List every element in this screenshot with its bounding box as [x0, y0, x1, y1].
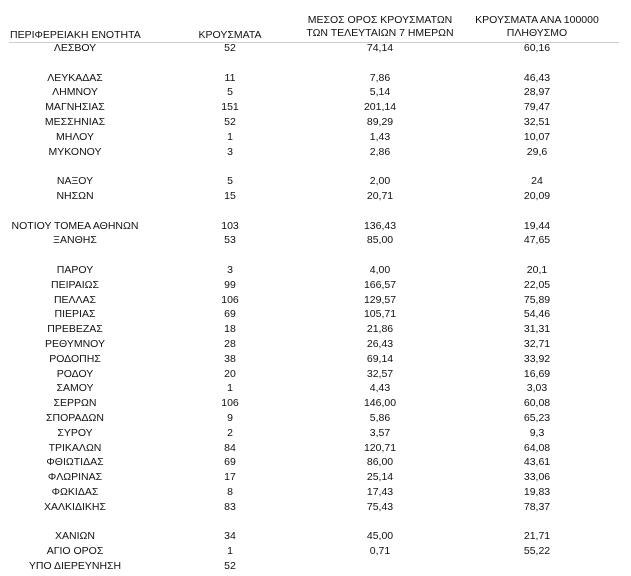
cell-7day-average: 136,43 [363, 219, 397, 232]
cell-cases-per-100k: 19,83 [523, 486, 551, 498]
cell-cases-per-100k: 28,97 [523, 86, 551, 99]
cell-region: ΦΘΙΩΤΙΔΑΣ [46, 456, 104, 469]
cell-region: ΝΑΞΟΥ [56, 175, 94, 188]
table-row [0, 322, 631, 336]
cell-cases: 5 [227, 86, 233, 99]
cell-cases: 1 [227, 545, 233, 558]
table-row [0, 381, 631, 395]
cell-7day-average: 20,71 [366, 190, 394, 202]
cell-region: ΑΓΙΟ ΟΡΟΣ [46, 545, 104, 558]
cell-7day-average: 26,43 [366, 338, 394, 350]
cell-7day-average: 86,00 [366, 456, 394, 469]
cell-cases-per-100k: 54,46 [523, 308, 551, 321]
header-7day-average-line2: ΤΩΝ ΤΕΛΕΥΤΑΙΩΝ 7 ΗΜΕΡΩΝ [306, 27, 454, 39]
table-row [0, 263, 631, 277]
cell-cases: 52 [224, 42, 236, 54]
cell-cases-per-100k: 19,44 [523, 219, 551, 232]
cell-region: ΠΑΡΟΥ [56, 264, 94, 276]
cell-cases: 99 [224, 278, 236, 291]
cell-cases: 11 [224, 71, 236, 84]
cell-7day-average: 74,14 [366, 42, 394, 54]
cell-region: ΝΟΤΙΟΥ ΤΟΜΕΑ ΑΘΗΝΩΝ [11, 219, 139, 232]
cell-region: ΤΡΙΚΑΛΩΝ [48, 441, 102, 454]
cell-region: ΣΕΡΡΩΝ [53, 397, 97, 410]
cell-7day-average: 2,86 [369, 145, 391, 158]
cell-region: ΦΩΚΙΔΑΣ [51, 486, 99, 498]
cell-cases-per-100k: 47,65 [523, 234, 551, 247]
cell-region: ΣΥΡΟΥ [57, 426, 93, 439]
cell-7day-average: 75,43 [366, 500, 394, 513]
cell-cases: 151 [221, 101, 239, 114]
cell-cases: 20 [224, 367, 236, 380]
table-row [0, 115, 631, 129]
cell-cases: 34 [224, 530, 236, 543]
header-7day-average-line1: ΜΕΣΟΣ ΟΡΟΣ ΚΡΟΥΣΜΑΤΩΝ [307, 14, 453, 26]
cell-7day-average: 7,86 [369, 71, 391, 84]
cell-cases-per-100k: 60,08 [523, 397, 551, 410]
cell-cases-per-100k: 29,6 [526, 145, 548, 158]
cell-cases-per-100k: 9,3 [529, 426, 545, 439]
cell-cases: 1 [227, 130, 233, 143]
cell-cases-per-100k: 10,07 [523, 130, 551, 143]
cell-cases-per-100k: 60,16 [523, 42, 551, 54]
table-row [0, 529, 631, 543]
header-7day-average [305, 14, 455, 40]
cell-region: ΛΕΥΚΑΔΑΣ [47, 71, 103, 84]
cell-7day-average: 120,71 [363, 441, 397, 454]
cell-cases: 84 [224, 441, 236, 454]
cell-region: ΜΗΛΟΥ [56, 130, 94, 143]
cell-cases-per-100k: 24 [531, 175, 543, 188]
cell-cases: 28 [224, 338, 236, 350]
cell-7day-average: 105,71 [363, 308, 397, 321]
cell-7day-average: 166,57 [363, 278, 397, 291]
cell-7day-average: 4,43 [369, 382, 391, 395]
cell-region: ΠΕΙΡΑΙΩΣ [51, 278, 99, 291]
cell-cases-per-100k: 20,1 [526, 264, 548, 276]
cell-cases: 69 [224, 308, 236, 321]
cell-cases: 53 [224, 234, 236, 247]
table-row [0, 71, 631, 85]
table-row [0, 278, 631, 292]
table-row [0, 337, 631, 351]
cell-region: ΜΥΚΟΝΟΥ [48, 145, 102, 158]
cell-7day-average: 69,14 [366, 352, 394, 365]
cell-7day-average: 129,57 [363, 293, 397, 306]
cell-region: ΡΟΔΟΠΗΣ [49, 352, 101, 365]
cell-cases: 3 [227, 145, 233, 158]
cell-cases: 38 [224, 352, 236, 365]
cell-region: ΡΟΔΟΥ [56, 367, 94, 380]
cell-cases-per-100k: 65,23 [523, 412, 551, 424]
cell-region: ΝΗΣΩΝ [56, 190, 94, 202]
cell-cases: 83 [224, 500, 236, 513]
cell-cases: 15 [224, 190, 236, 202]
cell-cases: 69 [224, 456, 236, 469]
header-cases-per-100k [462, 14, 612, 40]
table-row [0, 307, 631, 321]
cell-7day-average: 5,86 [369, 412, 391, 424]
table-row [0, 396, 631, 410]
cell-cases-per-100k: 32,71 [523, 338, 551, 350]
cell-region: ΜΑΓΝΗΣΙΑΣ [45, 101, 105, 114]
cell-cases-per-100k: 33,92 [523, 352, 551, 365]
cell-region: ΞΑΝΘΗΣ [53, 234, 97, 247]
cell-cases-per-100k: 75,89 [523, 293, 551, 306]
cell-region: ΧΑΝΙΩΝ [55, 530, 95, 543]
cell-cases: 103 [221, 219, 239, 232]
header-cases: ΚΡΟΥΣΜΑΤΑ [198, 29, 262, 41]
table-row [0, 485, 631, 499]
cell-region: ΦΛΩΡΙΝΑΣ [47, 471, 103, 484]
table-row [0, 219, 631, 233]
header-cases-per-100k-line2: ΠΛΗΘΥΣΜΟ [506, 27, 568, 39]
cell-cases: 52 [224, 116, 236, 128]
cell-cases: 17 [224, 471, 236, 484]
table-row [0, 500, 631, 514]
cell-cases: 3 [227, 264, 233, 276]
table-row [0, 559, 631, 573]
cell-region: ΠΕΛΛΑΣ [53, 293, 97, 306]
cell-7day-average: 4,00 [369, 264, 391, 276]
cell-cases-per-100k: 20,09 [523, 190, 551, 202]
table-row [0, 411, 631, 425]
table-row [0, 130, 631, 144]
table-row [0, 85, 631, 99]
cell-region: ΥΠΟ ΔΙΕΡΕΥΝΗΣΗ [28, 560, 122, 572]
cell-region: ΣΑΜΟΥ [56, 382, 94, 395]
table-row [0, 426, 631, 440]
table-row [0, 441, 631, 455]
cell-cases-per-100k: 21,71 [523, 530, 551, 543]
cell-cases: 8 [227, 486, 233, 498]
table-row [0, 233, 631, 247]
cell-cases: 18 [224, 323, 236, 336]
cell-cases-per-100k: 64,08 [523, 441, 551, 454]
table-row [0, 293, 631, 307]
cell-cases-per-100k: 33,06 [523, 471, 551, 484]
cell-region: ΛΕΣΒΟΥ [53, 42, 97, 54]
cell-region: ΠΡΕΒΕΖΑΣ [47, 323, 103, 336]
cell-cases-per-100k: 31,31 [523, 323, 551, 336]
cell-cases-per-100k: 22,05 [523, 278, 551, 291]
cell-cases: 106 [221, 293, 239, 306]
cell-cases-per-100k: 78,37 [523, 500, 551, 513]
cell-7day-average: 3,57 [369, 426, 391, 439]
table-row [0, 352, 631, 366]
table-row [0, 544, 631, 558]
cell-7day-average: 17,43 [366, 486, 394, 498]
cell-cases-per-100k: 16,69 [523, 367, 551, 380]
cell-region: ΜΕΣΣΗΝΙΑΣ [44, 116, 106, 128]
header-cases-per-100k-line1: ΚΡΟΥΣΜΑΤΑ ΑΝΑ 100000 [475, 14, 599, 26]
cell-7day-average: 146,00 [363, 397, 397, 410]
cell-7day-average: 201,14 [363, 101, 397, 114]
cell-cases-per-100k: 46,43 [523, 71, 551, 84]
cell-7day-average: 85,00 [366, 234, 394, 247]
cell-cases: 5 [227, 175, 233, 188]
cell-cases-per-100k: 55,22 [523, 545, 551, 558]
cell-7day-average: 0,71 [369, 545, 391, 558]
cell-cases: 106 [221, 397, 239, 410]
cell-cases-per-100k: 3,03 [526, 382, 548, 395]
cell-region: ΠΙΕΡΙΑΣ [54, 308, 96, 321]
cell-region: ΛΗΜΝΟΥ [52, 86, 98, 99]
cell-cases: 52 [224, 560, 236, 572]
table-row [0, 367, 631, 381]
cell-7day-average: 1,43 [369, 130, 391, 143]
table-row [0, 189, 631, 203]
table-row [0, 174, 631, 188]
table-row [0, 470, 631, 484]
cell-cases: 2 [227, 426, 233, 439]
cell-7day-average: 32,57 [366, 367, 394, 380]
table-row [0, 455, 631, 469]
cell-region: ΣΠΟΡΑΔΩΝ [46, 412, 104, 424]
cell-7day-average: 2,00 [369, 175, 391, 188]
cell-region: ΡΕΘΥΜΝΟΥ [44, 338, 105, 350]
cell-region: ΧΑΛΚΙΔΙΚΗΣ [44, 500, 106, 513]
cell-cases-per-100k: 32,51 [523, 116, 551, 128]
cell-cases: 9 [227, 412, 233, 424]
cell-cases: 1 [227, 382, 233, 395]
cell-7day-average: 89,29 [366, 116, 394, 128]
cell-7day-average: 45,00 [366, 530, 394, 543]
cell-cases-per-100k: 79,47 [523, 101, 551, 114]
table-row [0, 145, 631, 159]
cell-cases-per-100k: 43,61 [523, 456, 551, 469]
table-row [0, 100, 631, 114]
table-row [0, 41, 631, 55]
cell-7day-average: 25,14 [366, 471, 394, 484]
cell-7day-average: 5,14 [369, 86, 391, 99]
cell-7day-average: 21,86 [366, 323, 394, 336]
header-region: ΠΕΡΙΦΕΡΕΙΑΚΗ ΕΝΟΤΗΤΑ [10, 29, 141, 41]
